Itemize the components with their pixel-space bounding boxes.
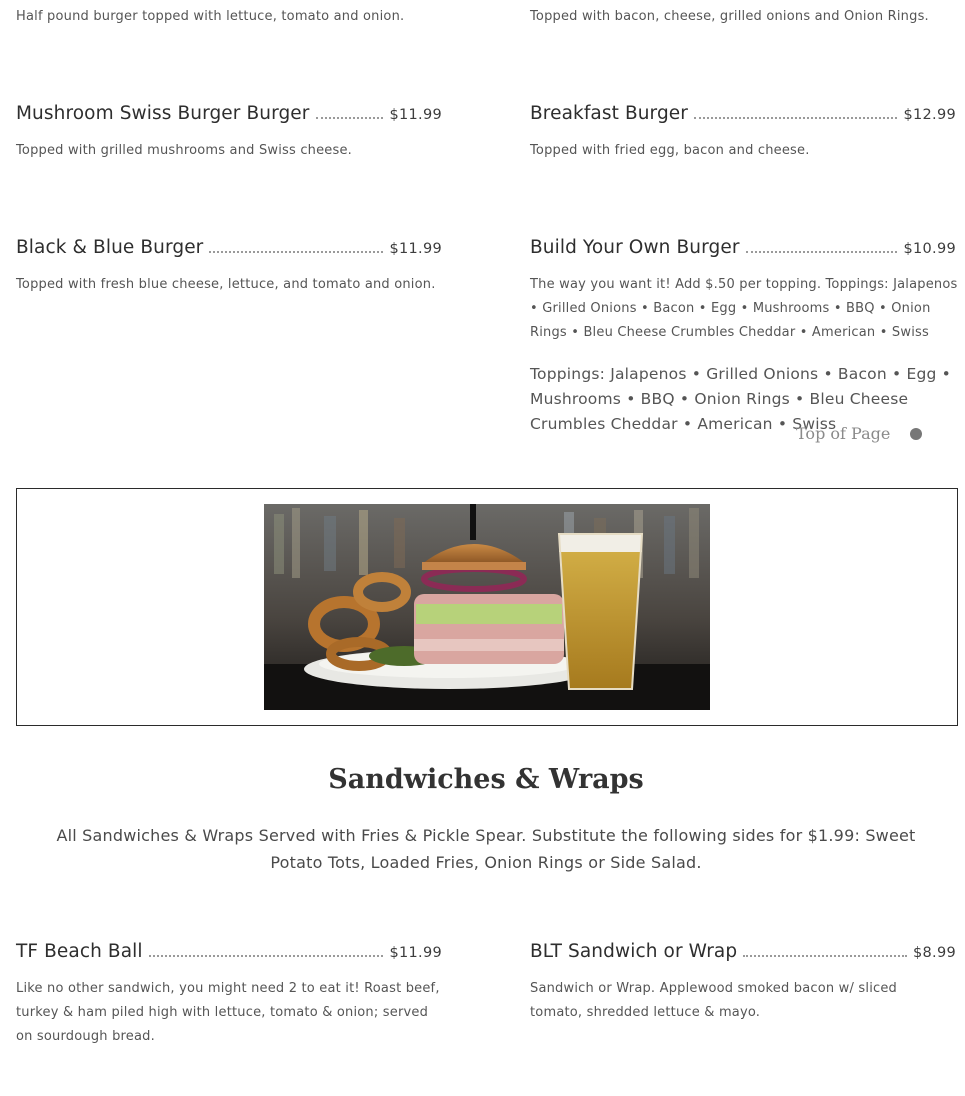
dot-leader: [316, 117, 384, 119]
menu-item-desc: The way you want it! Add $.50 per topping. Toppings: Jalapenos • Grilled Onions • Bacon • Egg • Mushrooms • BBQ • Onion Rings • Bleu Cheese Crumbles Cheddar • American • Swiss: [530, 277, 958, 340]
menu-item-header: [530, 98, 956, 124]
menu-item-header: [16, 98, 442, 124]
dot-icon: [910, 428, 922, 440]
menu-item-desc: Topped with fresh blue cheese, lettuce, and tomato and onion.: [16, 277, 436, 292]
menu-item-desc: Topped with grilled mushrooms and Swiss cheese.: [16, 143, 352, 158]
menu-item-desc: Half pound burger topped with lettuce, tomato and onion.: [16, 9, 405, 24]
top-of-page-label: Top of Page: [796, 424, 891, 443]
toppings-note: Toppings: Jalapenos • Grilled Onions • Bacon • Egg • Mushrooms • BBQ • Onion Rings • Bleu Cheese Crumbles Cheddar • American • Swiss: [530, 365, 952, 433]
menu-item-name: Black & Blue Burger: [16, 237, 204, 258]
menu-item-header: [16, 936, 442, 962]
dot-leader: [209, 251, 383, 253]
section-subtitle: All Sandwiches & Wraps Served with Fries & Pickle Spear. Substitute the following sides for $1.99: Sweet Potato Tots, Loaded Fries, Onion Rings or Side Salad.: [56, 826, 916, 872]
burger-photo: [264, 504, 710, 710]
menu-item-header: [16, 232, 442, 258]
dot-leader: [743, 955, 907, 957]
burger-meal-image: [264, 504, 710, 710]
menu-item-name: Breakfast Burger: [530, 103, 688, 124]
menu-item-price: $8.99: [912, 945, 956, 961]
dot-leader: [149, 955, 384, 957]
menu-item-desc: Topped with fried egg, bacon and cheese.: [530, 143, 810, 158]
menu-item-price: $10.99: [903, 241, 956, 257]
menu-item-header: [530, 936, 956, 962]
menu-item-name: Build Your Own Burger: [530, 237, 740, 258]
menu-item-price: $11.99: [389, 107, 442, 123]
menu-item-price: $11.99: [389, 945, 442, 961]
section-title: Sandwiches & Wraps: [328, 764, 644, 795]
menu-item-name: TF Beach Ball: [16, 941, 143, 962]
menu-item-desc: Sandwich or Wrap. Applewood smoked bacon w/ sliced tomato, shredded lettuce & mayo.: [530, 981, 897, 1020]
dot-leader: [694, 117, 897, 119]
menu-item-price: $11.99: [389, 241, 442, 257]
menu-item-name: Mushroom Swiss Burger Burger: [16, 103, 310, 124]
menu-item-price: $12.99: [903, 107, 956, 123]
dot-leader: [746, 251, 898, 253]
photo-frame: [16, 488, 958, 726]
menu-item-header: [530, 232, 956, 258]
menu-item-name: BLT Sandwich or Wrap: [530, 941, 738, 962]
menu-item-desc: Like no other sandwich, you might need 2 to eat it! Roast beef, turkey & ham piled high with lettuce, tomato & onion; served on sourdough bread.: [16, 981, 440, 1044]
menu-item-desc: Topped with bacon, cheese, grilled onions and Onion Rings.: [530, 9, 929, 24]
top-of-page-link[interactable]: [796, 424, 922, 443]
